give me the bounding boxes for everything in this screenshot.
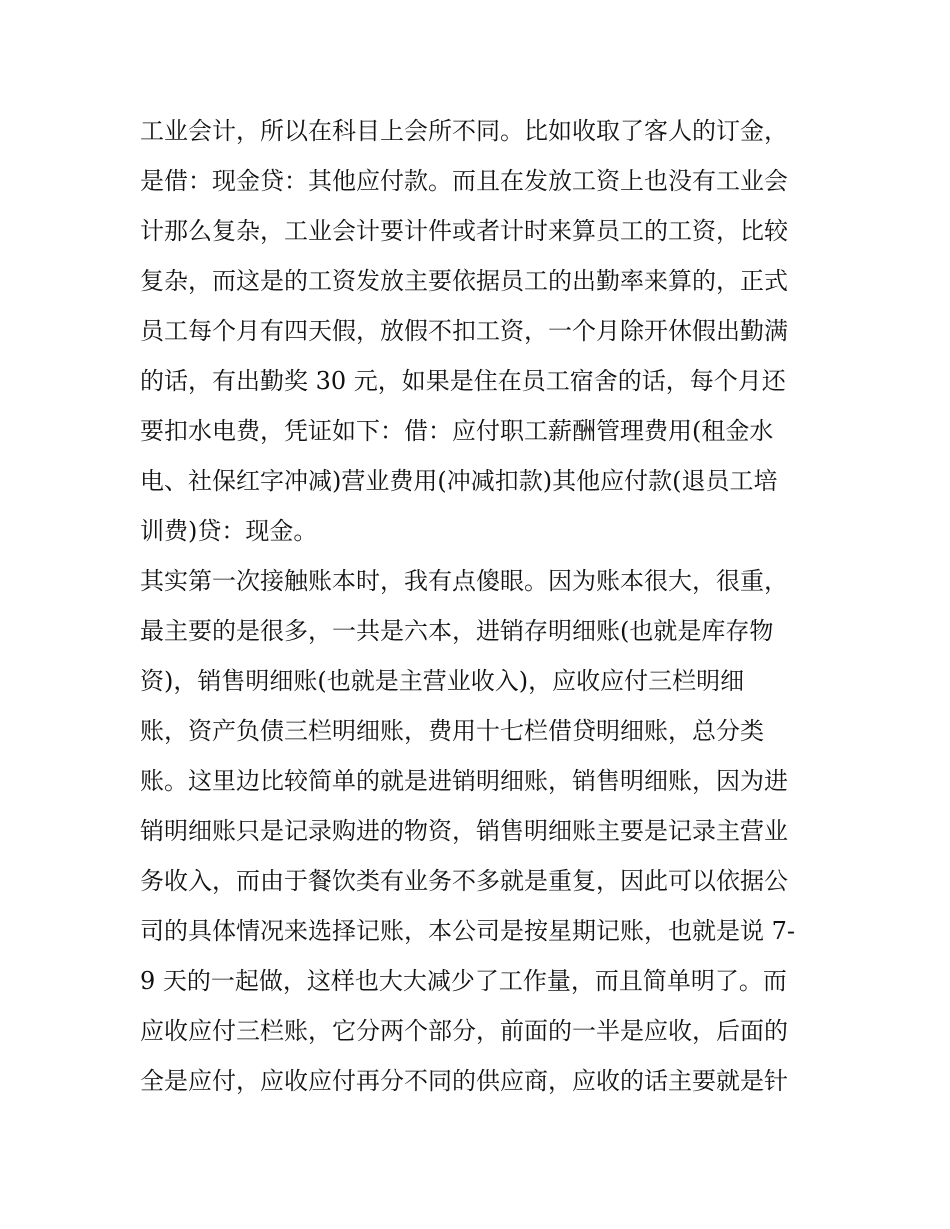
text-line: 是借：现金贷：其他应付款。而且在发放工资上也没有工业会: [140, 167, 788, 195]
text-line: 账。这里边比较简单的就是进销明细账，销售明细账，因为进: [140, 767, 788, 795]
text-line: 应收应付三栏账，它分两个部分，前面的一半是应收，后面的: [140, 1017, 788, 1045]
text-line: 其实第一次接触账本时，我有点傻眼。因为账本很大，很重，: [140, 567, 788, 595]
text-line: 全是应付，应收应付再分不同的供应商，应收的话主要就是针: [140, 1067, 788, 1095]
text-line: 司的具体情况来选择记账，本公司是按星期记账，也就是说 7-: [140, 917, 796, 945]
text-line: 账，资产负债三栏明细账，费用十七栏借贷明细账，总分类: [140, 717, 764, 745]
body-text: [140, 106, 820, 1106]
text-line: 工业会计，所以在科目上会所不同。比如收取了客人的订金，: [140, 117, 788, 145]
text-line: 复杂，而这是的工资发放主要依据员工的出勤率来算的，正式: [140, 267, 788, 295]
text-line: 最主要的是很多，一共是六本，进销存明细账(也就是库存物: [140, 617, 774, 645]
text-line: 务收入，而由于餐饮类有业务不多就是重复，因此可以依据公: [140, 867, 788, 895]
text-line: 的话，有出勤奖 30 元，如果是住在员工宿舍的话，每个月还: [140, 367, 786, 395]
text-line: 员工每个月有四天假，放假不扣工资，一个月除开休假出勤满: [140, 317, 788, 345]
text-line: 销明细账只是记录购进的物资，销售明细账主要是记录主营业: [140, 817, 788, 845]
text-line: 电、社保红字冲减)营业费用(冲减扣款)其他应付款(退员工培: [140, 467, 778, 495]
text-line: 要扣水电费，凭证如下：借：应付职工薪酬管理费用(租金水: [140, 417, 774, 445]
text-line: 资)，销售明细账(也就是主营业收入)，应收应付三栏明细: [140, 667, 745, 695]
text-line: 训费)贷：现金。: [140, 517, 318, 545]
text-line: 计那么复杂，工业会计要计件或者计时来算员工的工资，比较: [140, 217, 788, 245]
text-line: 9 天的一起做，这样也大大减少了工作量，而且简单明了。而: [140, 967, 787, 995]
